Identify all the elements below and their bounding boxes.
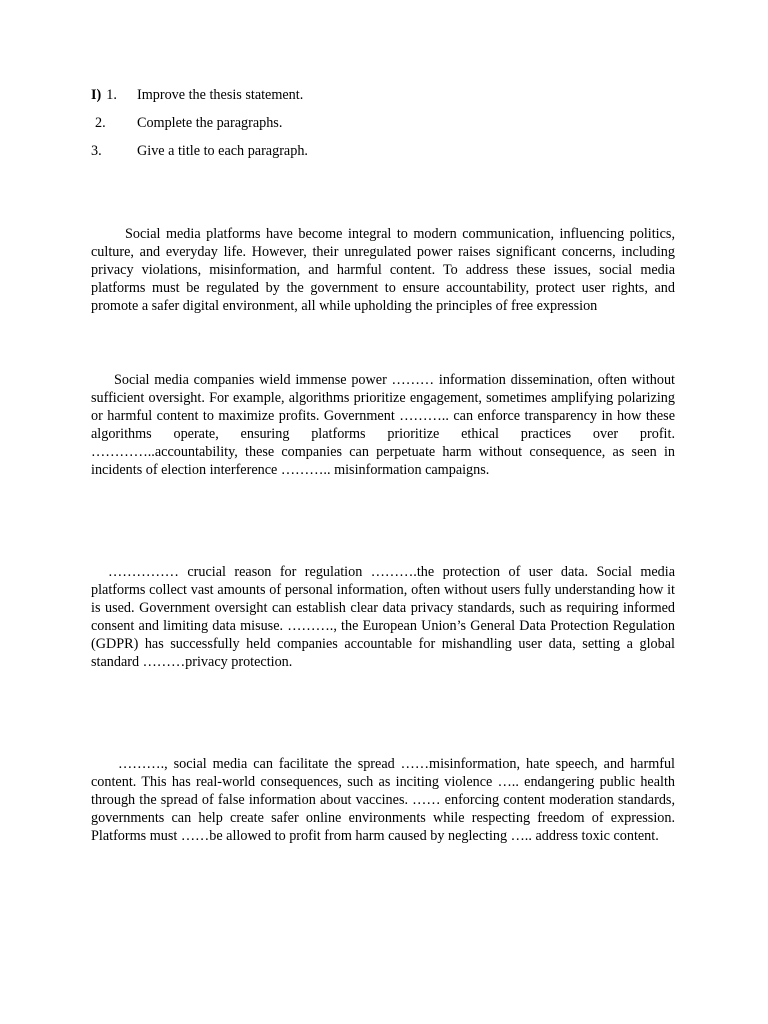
intro-paragraph: Social media platforms have become integral to modern communication, influencing politics, culture, and everyday life. However, their unregulated power raises significant concerns, including privacy violations, misinformation, and harmful content. To address these issues, social media platforms must be regulated by the government to ensure accountability, protect user rights, and promote a safer digital environment, all while upholding the principles of free expression: [91, 226, 675, 315]
body-paragraph-1: Social media companies wield immense power ……… information dissemination, often without sufficient oversight. For example, algorithms prioritize engagement, sometimes amplifying polarizing or harmful content to maximize profits. Government ……….. can enforce transparency in how these algorithms operate, ensuring platforms prioritize ethical practices over profit. …………..accountability, these companies can perpetuate harm without consequence, as seen in incidents of election interference ……….. misinformation campaigns.: [91, 372, 675, 479]
instruction-number: 2.: [95, 115, 106, 131]
instruction-roman-numeral: I): [91, 87, 102, 103]
instruction-item-1: [91, 86, 304, 104]
instruction-item-3: [91, 142, 308, 160]
instruction-text: Give a title to each paragraph.: [137, 143, 308, 159]
instruction-text: Improve the thesis statement.: [137, 87, 304, 103]
body-paragraph-2: …………… crucial reason for regulation ……….the protection of user data. Social media platforms collect vast amounts of personal information, often without users fully understanding how it is used. Government oversight can establish clear data privacy standards, such as requiring informed consent and limiting data misuse. ………., the European Union’s General Data Protection Regulation (GDPR) has successfully held companies accountable for mishandling user data, setting a global standard ………privacy protection.: [91, 564, 675, 671]
instruction-number: 3.: [91, 143, 102, 159]
instruction-text: Complete the paragraphs.: [137, 115, 283, 131]
instruction-item-2: [95, 114, 283, 132]
instruction-number: 1.: [106, 87, 117, 103]
body-paragraph-3: ………., social media can facilitate the spread ……misinformation, hate speech, and harmful content. This has real-world consequences, such as inciting violence ….. endangering public health through the spread of false information about vaccines. …… enforcing content moderation standards, governments can help create safer online environments while respecting freedom of expression. Platforms must ……be allowed to profit from harm caused by neglecting ….. address toxic content.: [91, 756, 675, 845]
